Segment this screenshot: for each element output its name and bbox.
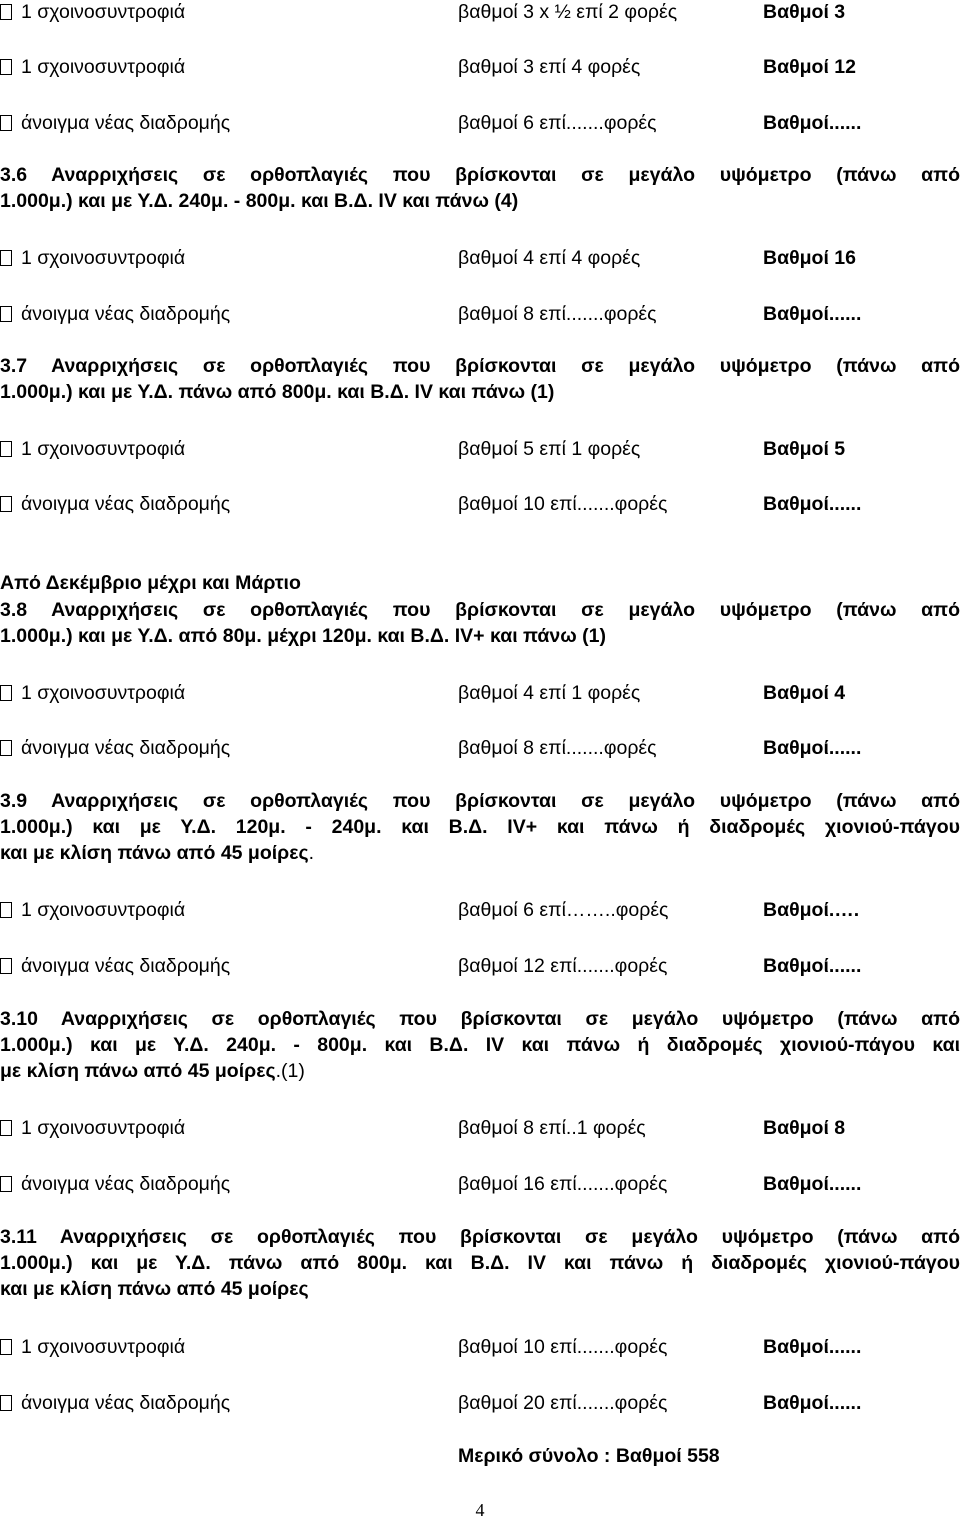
formula-cell: βαθμοί 5 επί 1 φορές bbox=[458, 438, 641, 460]
formula-cell: βαθμοί 20 επί.......φορές bbox=[458, 1392, 668, 1414]
score-row bbox=[0, 0, 960, 26]
formula-cell: βαθμοί 16 επί.......φορές bbox=[458, 1173, 668, 1195]
activity-label: άνοιγμα νέας διαδρομής bbox=[21, 955, 231, 977]
season-heading bbox=[0, 570, 960, 596]
score-row bbox=[0, 244, 960, 272]
activity-cell bbox=[0, 1389, 230, 1417]
score-row bbox=[0, 1114, 960, 1142]
activity-cell bbox=[0, 300, 230, 328]
activity-label: άνοιγμα νέας διαδρομής bbox=[21, 1173, 231, 1195]
points-cell: Βαθμοί...... bbox=[763, 303, 862, 325]
points-cell: Βαθμοί.…. bbox=[763, 899, 860, 921]
section-heading-3-6 bbox=[0, 162, 960, 214]
section-heading-3-11 bbox=[0, 1224, 960, 1302]
heading-line: 1.000μ.) και με Υ.Δ. 240μ. - 800μ. και Β.Δ. IV και πάνω ή διαδρομές χιονιού-πάγου και bbox=[0, 1034, 960, 1056]
points-cell: Βαθμοί 4 bbox=[763, 682, 846, 704]
activity-cell bbox=[0, 53, 185, 81]
formula-cell: βαθμοί 10 επί.......φορές bbox=[458, 1336, 668, 1358]
activity-label: άνοιγμα νέας διαδρομής bbox=[21, 737, 231, 759]
heading-line: με κλίση πάνω από 45 μοίρες.(1) bbox=[0, 1060, 305, 1082]
checkbox-icon bbox=[0, 685, 12, 701]
checkbox-icon bbox=[0, 902, 12, 918]
heading-line: 1.000μ.) και με Υ.Δ. πάνω από 800μ. και Β.Δ. IV και πάνω (1) bbox=[0, 381, 555, 403]
section-heading-3-10 bbox=[0, 1006, 960, 1084]
heading-line: 1.000μ.) και με Υ.Δ. 120μ. - 240μ. και Β.Δ. IV+ και πάνω ή διαδρομές χιονιού-πάγου bbox=[0, 816, 960, 838]
activity-label: 1 σχοινοσυντροφιά bbox=[21, 682, 186, 704]
activity-label: 1 σχοινοσυντροφιά bbox=[21, 1, 186, 23]
checkbox-icon bbox=[0, 306, 12, 322]
checkbox-icon bbox=[0, 1395, 12, 1411]
formula-cell: βαθμοί 3 x ½ επί 2 φορές bbox=[458, 1, 678, 23]
activity-label: 1 σχοινοσυντροφιά bbox=[21, 899, 186, 921]
score-row bbox=[0, 734, 960, 762]
checkbox-icon bbox=[0, 1120, 12, 1136]
activity-cell bbox=[0, 490, 230, 518]
checkbox-icon bbox=[0, 441, 12, 457]
score-row bbox=[0, 679, 960, 707]
checkbox-icon bbox=[0, 958, 12, 974]
checkbox-icon bbox=[0, 4, 12, 20]
points-cell: Βαθμοί...... bbox=[763, 493, 862, 515]
activity-cell bbox=[0, 109, 230, 137]
score-row bbox=[0, 300, 960, 328]
activity-label: 1 σχοινοσυντροφιά bbox=[21, 438, 186, 460]
formula-cell: βαθμοί 8 επί.......φορές bbox=[458, 737, 657, 759]
formula-cell: βαθμοί 10 επί.......φορές bbox=[458, 493, 668, 515]
activity-cell bbox=[0, 1114, 185, 1142]
section-heading-3-7 bbox=[0, 353, 960, 405]
heading-line: 3.9 Αναρριχήσεις σε ορθοπλαγιές που βρίσκονται σε μεγάλο υψόμετρο (πάνω από bbox=[0, 790, 960, 812]
activity-label: 1 σχοινοσυντροφιά bbox=[21, 247, 186, 269]
activity-cell bbox=[0, 952, 230, 980]
score-row bbox=[0, 435, 960, 463]
partial-total: Μερικό σύνολο : Βαθμοί 558 bbox=[458, 1445, 720, 1467]
points-cell: Βαθμοί...... bbox=[763, 112, 862, 134]
heading-line: 3.11 Αναρριχήσεις σε ορθοπλαγιές που βρίσκονται σε μεγάλο υψόμετρο (πάνω από bbox=[0, 1226, 960, 1248]
activity-label: άνοιγμα νέας διαδρομής bbox=[21, 1392, 231, 1414]
checkbox-icon bbox=[0, 496, 12, 512]
page-number: 4 bbox=[475, 1500, 485, 1520]
activity-cell bbox=[0, 734, 230, 762]
score-row bbox=[0, 952, 960, 980]
formula-cell: βαθμοί 6 επί.......φορές bbox=[458, 112, 657, 134]
activity-cell bbox=[0, 1170, 230, 1198]
score-row bbox=[0, 53, 960, 81]
checkbox-icon bbox=[0, 250, 12, 266]
activity-label: άνοιγμα νέας διαδρομής bbox=[21, 493, 231, 515]
points-cell: Βαθμοί 8 bbox=[763, 1117, 846, 1139]
points-cell: Βαθμοί 16 bbox=[763, 247, 856, 269]
activity-label: άνοιγμα νέας διαδρομής bbox=[21, 112, 231, 134]
activity-cell bbox=[0, 244, 185, 272]
heading-line: 3.8 Αναρριχήσεις σε ορθοπλαγιές που βρίσκονται σε μεγάλο υψόμετρο (πάνω από bbox=[0, 599, 960, 621]
formula-cell: βαθμοί 3 επί 4 φορές bbox=[458, 56, 641, 78]
heading-line: 3.10 Αναρριχήσεις σε ορθοπλαγιές που βρίσκονται σε μεγάλο υψόμετρο (πάνω από bbox=[0, 1008, 960, 1030]
heading-line: 3.7 Αναρριχήσεις σε ορθοπλαγιές που βρίσκονται σε μεγάλο υψόμετρο (πάνω από bbox=[0, 355, 960, 377]
section-heading-3-9 bbox=[0, 788, 960, 866]
points-cell: Βαθμοί...... bbox=[763, 955, 862, 977]
points-cell: Βαθμοί 5 bbox=[763, 438, 846, 460]
formula-cell: βαθμοί 6 επί……..φορές bbox=[458, 899, 669, 921]
score-row bbox=[0, 109, 960, 137]
activity-label: 1 σχοινοσυντροφιά bbox=[21, 1117, 186, 1139]
heading-line: 1.000μ.) και με Υ.Δ. από 80μ. μέχρι 120μ. και Β.Δ. IV+ και πάνω (1) bbox=[0, 625, 606, 647]
heading-line: 1.000μ.) και με Υ.Δ. πάνω από 800μ. και Β.Δ. IV και πάνω ή διαδρομές χιονιού-πάγου bbox=[0, 1252, 960, 1274]
checkbox-icon bbox=[0, 1176, 12, 1192]
checkbox-icon bbox=[0, 740, 12, 756]
activity-label: 1 σχοινοσυντροφιά bbox=[21, 1336, 186, 1358]
points-cell: Βαθμοί...... bbox=[763, 1392, 862, 1414]
activity-cell bbox=[0, 679, 185, 707]
formula-cell: βαθμοί 12 επί.......φορές bbox=[458, 955, 668, 977]
formula-cell: βαθμοί 8 επί.......φορές bbox=[458, 303, 657, 325]
score-row bbox=[0, 490, 960, 518]
points-cell: Βαθμοί 3 bbox=[763, 1, 846, 23]
activity-cell bbox=[0, 0, 185, 26]
points-cell: Βαθμοί...... bbox=[763, 1173, 862, 1195]
points-cell: Βαθμοί...... bbox=[763, 737, 862, 759]
formula-cell: βαθμοί 4 επί 1 φορές bbox=[458, 682, 641, 704]
activity-label: 1 σχοινοσυντροφιά bbox=[21, 56, 186, 78]
section-heading-3-8 bbox=[0, 597, 960, 649]
points-cell: Βαθμοί 12 bbox=[763, 56, 856, 78]
checkbox-icon bbox=[0, 1339, 12, 1355]
activity-label: άνοιγμα νέας διαδρομής bbox=[21, 303, 231, 325]
score-row bbox=[0, 896, 960, 924]
heading-line: και με κλίση πάνω από 45 μοίρες bbox=[0, 1278, 309, 1300]
formula-cell: βαθμοί 4 επί 4 φορές bbox=[458, 247, 641, 269]
activity-cell bbox=[0, 435, 185, 463]
checkbox-icon bbox=[0, 59, 12, 75]
season-label: Από Δεκέμβριο μέχρι και Μάρτιο bbox=[0, 572, 301, 594]
checkbox-icon bbox=[0, 115, 12, 131]
heading-line: και με κλίση πάνω από 45 μοίρες. bbox=[0, 842, 315, 864]
score-row bbox=[0, 1170, 960, 1198]
points-cell: Βαθμοί...... bbox=[763, 1336, 862, 1358]
activity-cell bbox=[0, 896, 185, 924]
heading-line: 1.000μ.) και με Υ.Δ. 240μ. - 800μ. και Β.Δ. IV και πάνω (4) bbox=[0, 190, 519, 212]
activity-cell bbox=[0, 1333, 185, 1361]
score-row bbox=[0, 1333, 960, 1361]
score-row bbox=[0, 1389, 960, 1417]
formula-cell: βαθμοί 8 επί..1 φορές bbox=[458, 1117, 646, 1139]
heading-line: 3.6 Αναρριχήσεις σε ορθοπλαγιές που βρίσκονται σε μεγάλο υψόμετρο (πάνω από bbox=[0, 164, 960, 186]
